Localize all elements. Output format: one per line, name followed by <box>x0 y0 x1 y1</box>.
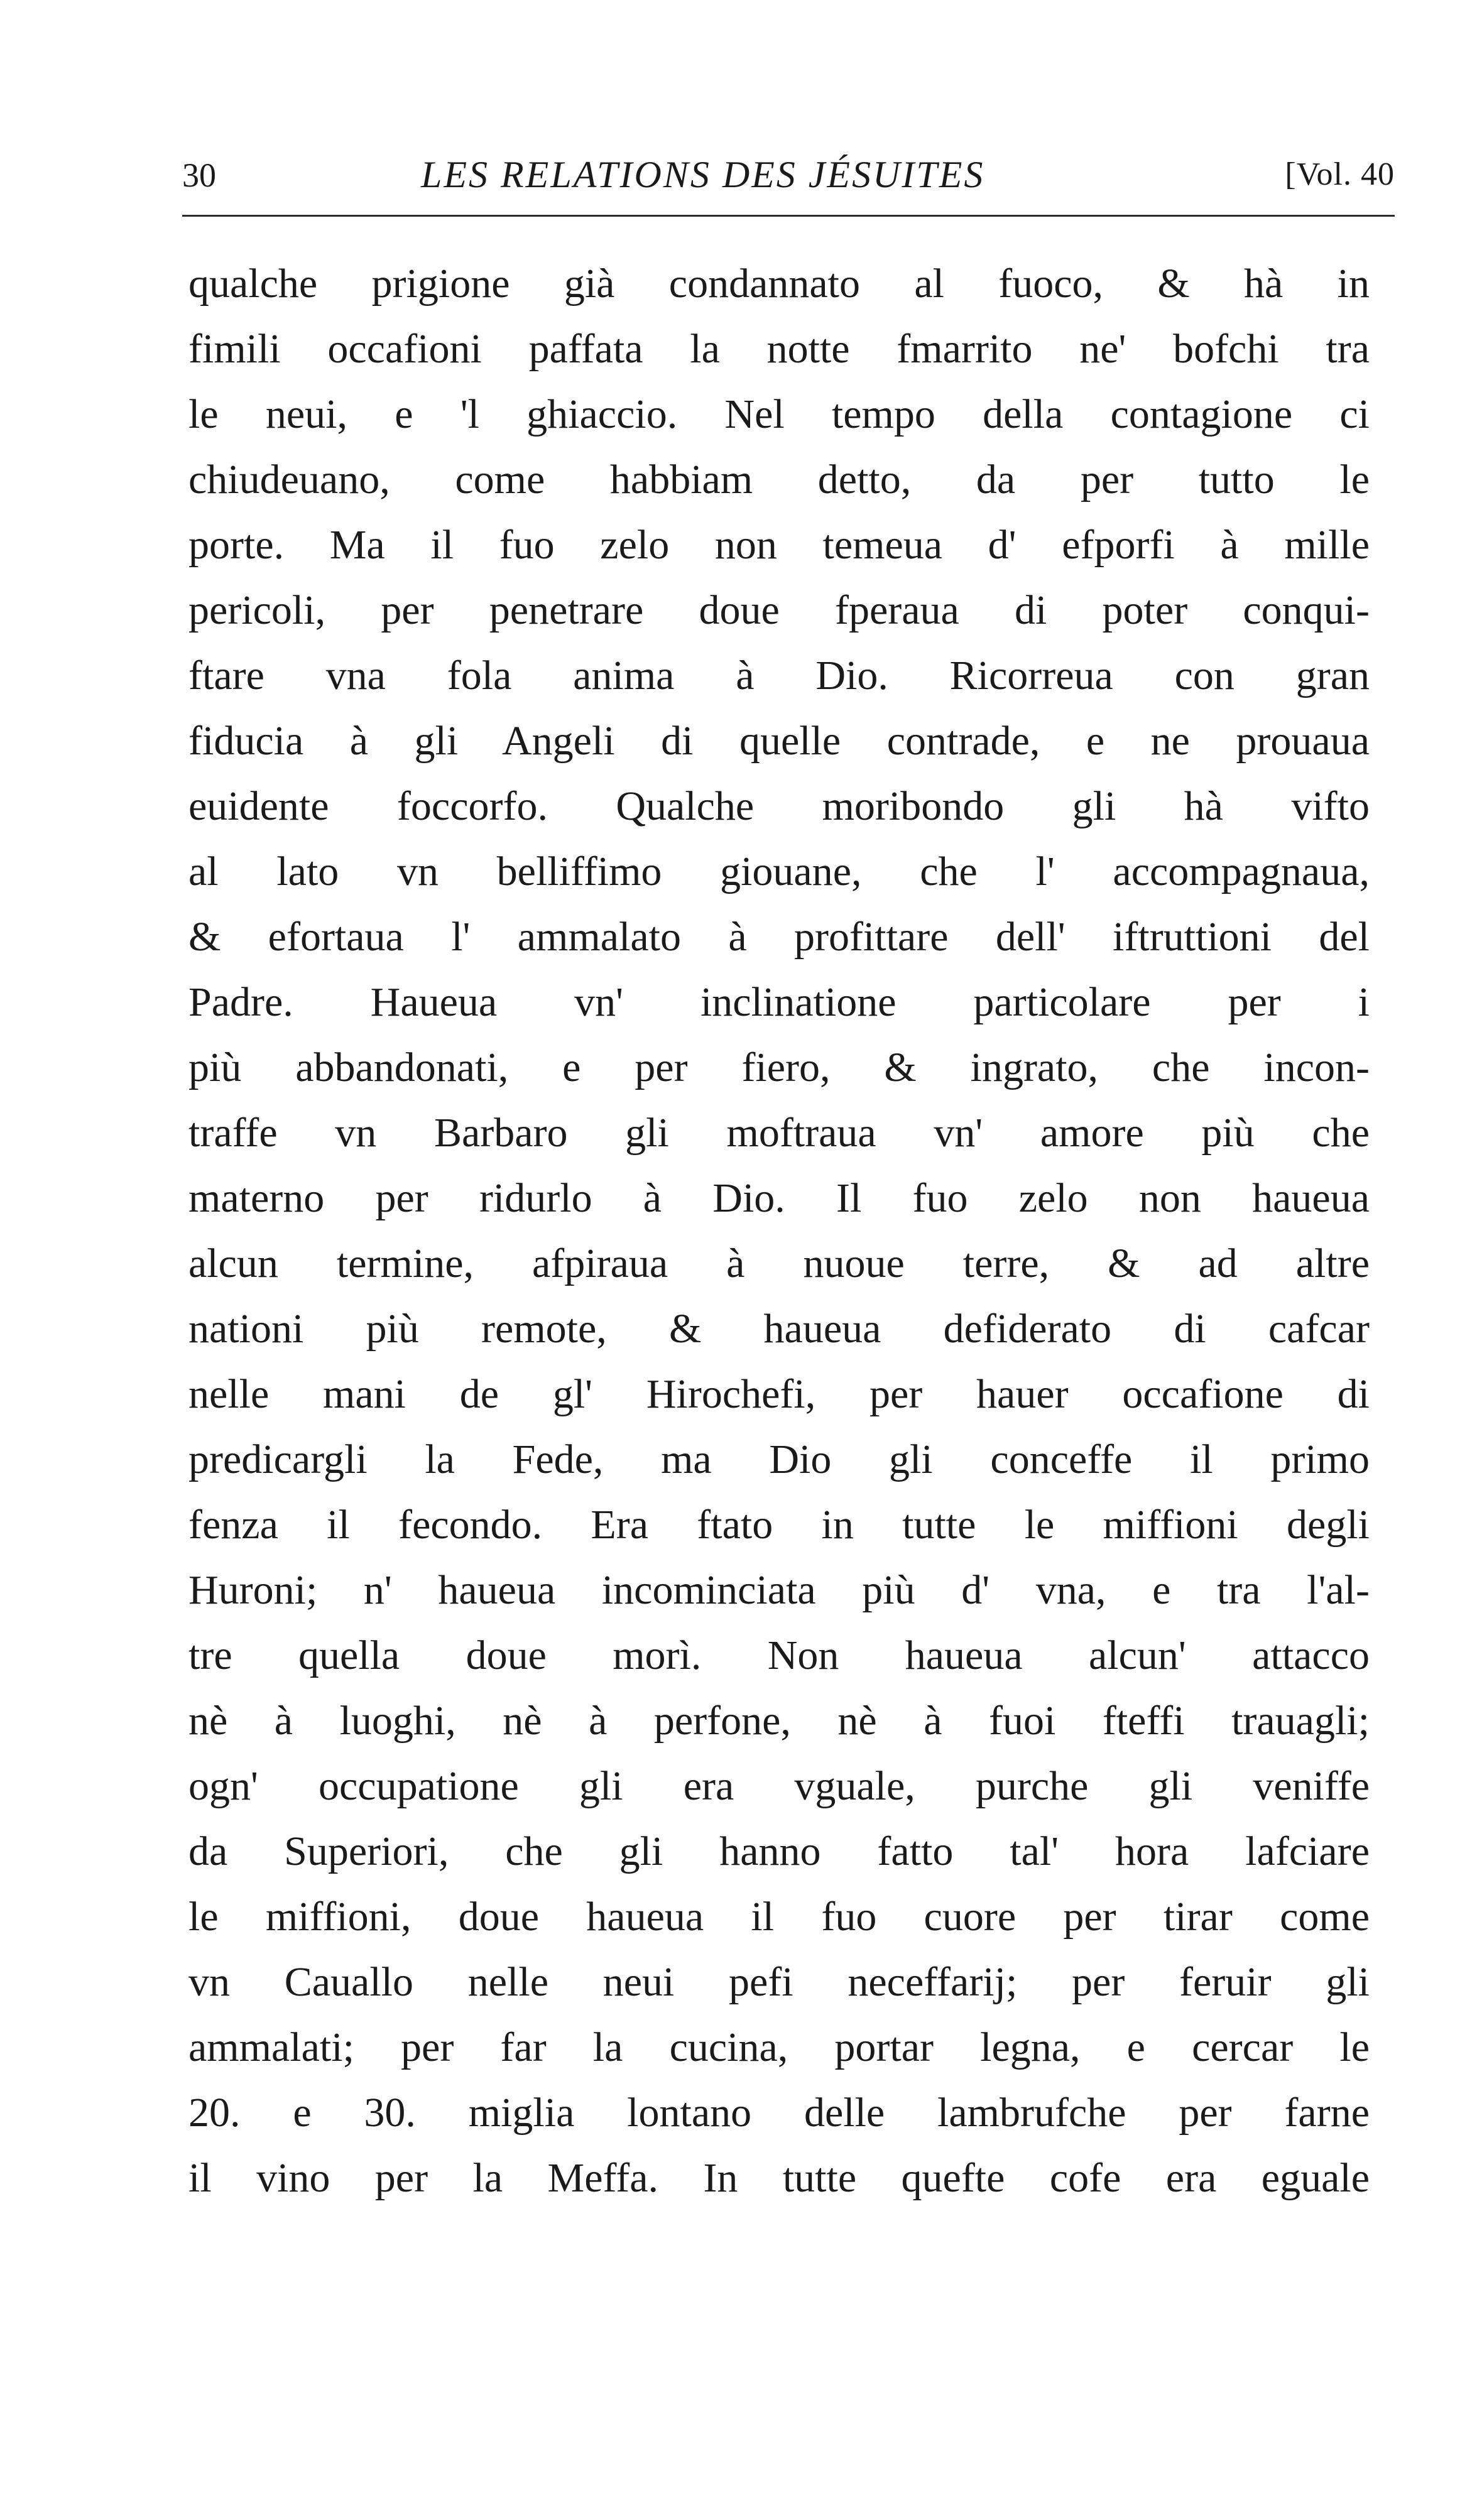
text-line: qualche prigione già condannato al fuoco, & hà in <box>188 261 1370 307</box>
text-line: traffe vn Barbaro gli moftraua vn' amore più che <box>188 1110 1370 1156</box>
text-line: materno per ridurlo à Dio. Il fuo zelo non haueua <box>188 1175 1370 1221</box>
text-line: più abbandonati, e per fiero, & ingrato, che incon- <box>188 1045 1370 1090</box>
text-line: ftare vna fola anima à Dio. Ricorreua con gran <box>188 653 1370 698</box>
text-line: da Superiori, che gli hanno fatto tal' hora lafciare <box>188 1828 1370 1874</box>
text-line: al lato vn belliffimo giouane, che l' accompagnaua, <box>188 849 1370 894</box>
text-line: pericoli, per penetrare doue fperaua di poter conqui- <box>188 587 1370 633</box>
text-line: nelle mani de gl' Hirochefi, per hauer occafione di <box>188 1371 1370 1417</box>
page-number: 30 <box>182 156 216 194</box>
running-title: LES RELATIONS DES JÉSUITES <box>421 154 985 195</box>
text-line: tre quella doue morì. Non haueua alcun' attacco <box>188 1632 1370 1678</box>
text-line: chiudeuano, come habbiam detto, da per tutto le <box>188 457 1370 502</box>
text-line: predicargli la Fede, ma Dio gli conceffe il primo <box>188 1437 1370 1482</box>
header-rule <box>182 215 1395 217</box>
body-text <box>188 251 1370 2211</box>
text-line: fimili occafioni paffata la notte fmarrito ne' bofchi tra <box>188 326 1370 372</box>
text-line: fenza il fecondo. Era ftato in tutte le miffioni degli <box>188 1502 1370 1548</box>
text-line: Padre. Haueua vn' inclinatione particolare per i <box>188 979 1370 1025</box>
text-line: Huroni; n' haueua incominciata più d' vna, e tra l'al- <box>188 1567 1370 1613</box>
text-line: euidente foccorfo. Qualche moribondo gli hà vifto <box>188 783 1370 829</box>
text-line: vn Cauallo nelle neui pefi neceffarij; per feruir gli <box>188 1959 1370 2005</box>
text-line: nè à luoghi, nè à perfone, nè à fuoi fteffi trauagli; <box>188 1698 1370 1744</box>
text-line: fiducia à gli Angeli di quelle contrade, e ne prouaua <box>188 718 1370 764</box>
text-line: le miffioni, doue haueua il fuo cuore per tirar come <box>188 1894 1370 1940</box>
text-line: 20. e 30. miglia lontano delle lambrufche per farne <box>188 2090 1370 2136</box>
page-header <box>182 149 1395 206</box>
text-line: il vino per la Meffa. In tutte quefte cofe era eguale <box>188 2155 1370 2201</box>
text-line: nationi più remote, & haueua defiderato di cafcar <box>188 1306 1370 1352</box>
text-line: ogn' occupatione gli era vguale, purche gli veniffe <box>188 1763 1370 1809</box>
text-line: porte. Ma il fuo zelo non temeua d' efporfi à mille <box>188 522 1370 568</box>
text-line: alcun termine, afpiraua à nuoue terre, & ad altre <box>188 1241 1370 1286</box>
text-line: & efortaua l' ammalato à profittare dell' iftruttioni del <box>188 914 1370 960</box>
text-line: le neui, e 'l ghiaccio. Nel tempo della contagione ci <box>188 391 1370 437</box>
text-line: ammalati; per far la cucina, portar legna, e cercar le <box>188 2024 1370 2070</box>
volume-label: [Vol. 40 <box>1285 156 1395 192</box>
